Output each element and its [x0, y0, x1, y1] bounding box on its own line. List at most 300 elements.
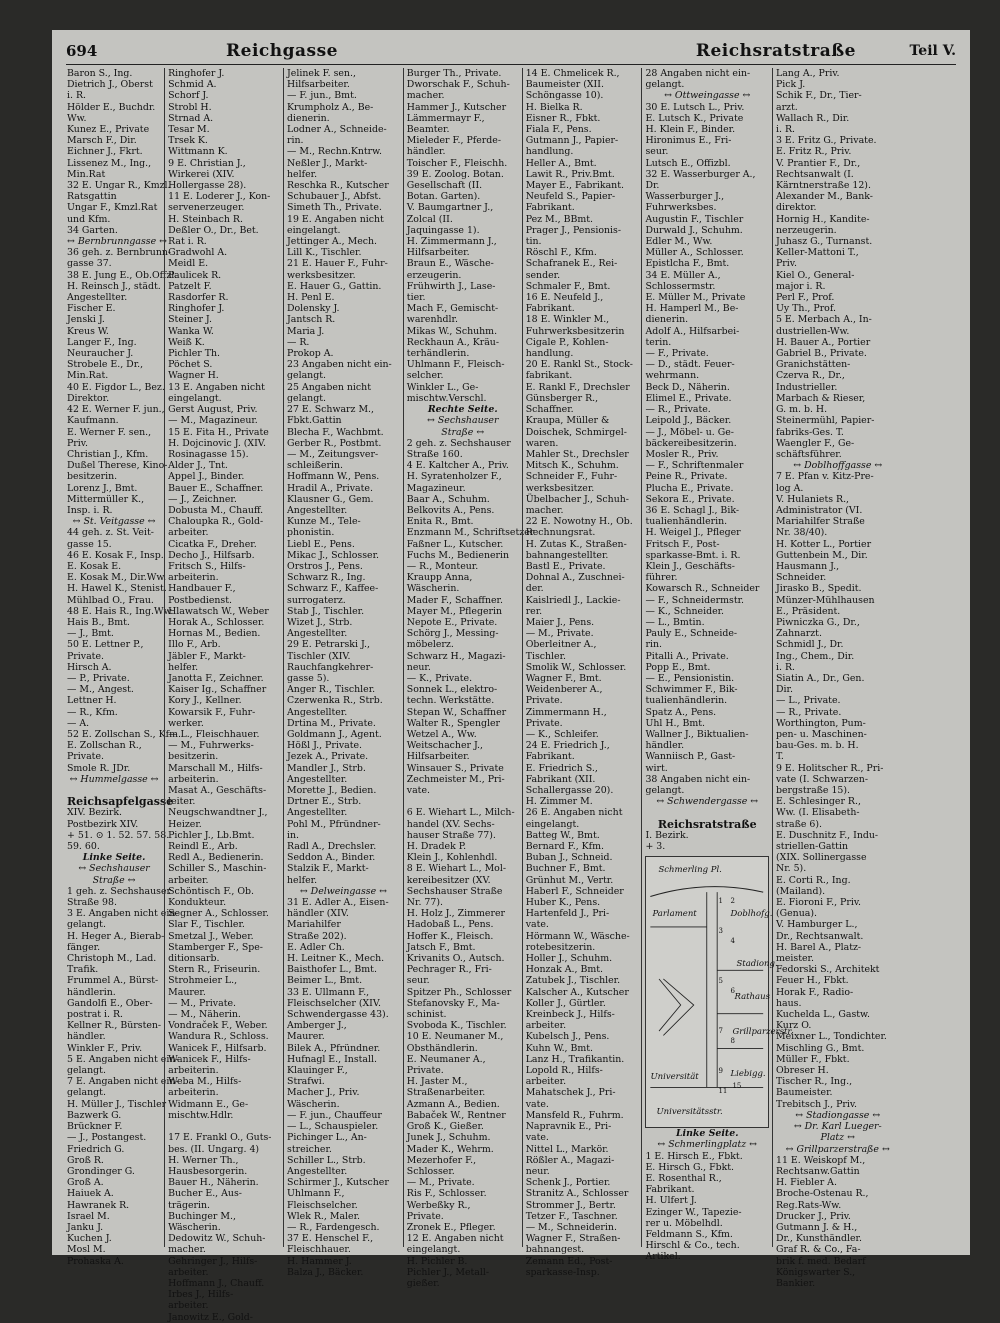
directory-entry: schleißerin. [287, 460, 343, 472]
directory-entry: — M., Zeitungsver- [287, 448, 379, 460]
directory-entry: gelangt. [287, 370, 326, 382]
directory-entry: händler. [67, 1031, 106, 1043]
directory-entry: Weidenberer A., [525, 684, 603, 696]
map-house-number: 3 [718, 927, 723, 936]
map-house-number: 15 [732, 1082, 742, 1091]
directory-entry: Haberl F., Schneider [525, 885, 624, 897]
directory-entry: arbeiterin. [168, 1065, 219, 1077]
directory-entry: Priv. [775, 258, 797, 270]
directory-entry: Straße 202). [287, 930, 347, 942]
directory-entry: bergstraße 15). [775, 785, 851, 796]
directory-entry: vate. [525, 919, 549, 931]
directory-entry: H. Penl E. [287, 292, 335, 304]
directory-entry: Mahatschek J., Pri- [525, 1087, 616, 1099]
directory-entry: rin. [287, 135, 304, 147]
directory-entry: Linke Seite. [82, 852, 146, 864]
directory-entry: rin. [645, 639, 662, 651]
directory-entry: E. Friedrich S., [525, 762, 598, 774]
directory-entry: werker. [168, 717, 204, 729]
directory-entry: Kiel O., General- [775, 269, 855, 281]
directory-entry: mischtw.Verschl. [406, 392, 487, 404]
directory-entry: Kowarsch R., Schneider [645, 583, 760, 595]
cross-street-marker: ↔ Sechshauser [427, 415, 499, 427]
cross-street-marker: ↔ Dr. Karl Lueger- [793, 1121, 882, 1133]
directory-entry: eingelangt. [168, 392, 222, 404]
street-heading: Reichsapfelgasse [67, 795, 174, 809]
directory-entry: Schallergasse 20). [525, 785, 614, 796]
directory-entry: Prokop A. [287, 348, 334, 360]
directory-entry: H. Zimmer M. [525, 796, 593, 808]
directory-entry: H. Bielka R. [525, 101, 583, 113]
directory-entry: H. Steinbach R. [168, 213, 243, 225]
directory-entry: Schiller S., Maschin- [168, 863, 267, 875]
directory-entry: — R. [287, 336, 310, 348]
directory-entry: i. R. [775, 661, 795, 673]
directory-entry: Bankier. [775, 1277, 816, 1289]
directory-entry: H. Syratenholzer F., [406, 471, 502, 483]
street-heading: Reichsratstraße [657, 817, 757, 831]
directory-entry: Hörmann W., Wäsche- [525, 930, 630, 942]
directory-entry: 34 Garten. [67, 224, 118, 236]
directory-entry: Kellner R., Bürsten- [67, 1020, 162, 1032]
directory-entry: E. Schlesinger R., [775, 796, 861, 808]
directory-entry: Straße 160. [406, 448, 463, 460]
directory-entry: pen- u. Maschinen- [775, 728, 867, 740]
directory-entry: 9 E. Holitscher R., Pri- [775, 762, 884, 774]
directory-entry: Lutsch E., Offizbl. [645, 157, 731, 169]
directory-entry: händler. [645, 740, 685, 752]
directory-entry: hauser Straße 77). [406, 829, 496, 841]
directory-entry: Beamter. [406, 124, 450, 136]
directory-entry: handel (XV. Sechs- [406, 818, 495, 830]
directory-entry: Orstros J., Pens. [287, 560, 363, 572]
directory-entry: major i. R. [775, 280, 826, 292]
directory-entry: Gutmann J., Papier- [525, 135, 619, 147]
directory-entry: Postbezirk XIV. [67, 818, 139, 830]
directory-entry: Bernard F., Kfm. [525, 841, 605, 853]
cross-street-marker: Platz ↔ [820, 1132, 855, 1144]
directory-entry: Stamberger F., Spe- [168, 941, 263, 953]
directory-entry: Nittel L., Markör. [525, 1143, 609, 1155]
directory-entry: Mariahilfer [287, 919, 341, 931]
directory-entry: Stab J., Tischler. [287, 605, 365, 617]
directory-entry: Czerva R., Dr., [775, 370, 845, 382]
directory-entry: H. Weigel J., Pfleger [645, 527, 741, 539]
directory-entry: Kraupp Anna, [406, 572, 473, 584]
directory-entry: E. Kosak E. [67, 560, 122, 572]
directory-entry: postrat i. R. [67, 1009, 124, 1021]
directory-entry: Strobl H. [168, 101, 212, 113]
directory-entry: Winkler F., Priv. [67, 1042, 143, 1054]
cross-street-marker: ↔ Hummelgasse ↔ [69, 773, 159, 785]
directory-entry: Simeth Th., Private. [287, 202, 382, 214]
directory-entry: dienerin. [287, 112, 330, 124]
directory-entry: H. Bauer A., Portier [775, 336, 871, 348]
directory-entry: Frummel A., Bürst- [67, 975, 159, 987]
directory-entry: Fritsch F., Post- [645, 538, 720, 550]
directory-entry: Schwimmer F., Bik- [645, 684, 738, 696]
directory-entry: arzt. [775, 101, 798, 113]
directory-entry: Zahnarzt. [775, 628, 822, 640]
directory-entry: Hadobaß L., Pens. [406, 919, 494, 931]
directory-entry: bes. (II. Ungarg. 4) [168, 1143, 260, 1155]
directory-entry: Schafranek E., Rei- [525, 258, 618, 270]
directory-entry: rer. [525, 605, 543, 617]
directory-entry: Segner A., Schlosser. [168, 908, 269, 920]
directory-entry: händler. [406, 146, 446, 158]
directory-entry: nerzeugerin. [775, 224, 837, 236]
directory-entry: Mader K., Wehrm. [406, 1143, 494, 1155]
directory-entry: Frühwirth J., Lase- [406, 280, 496, 292]
directory-entry: Schorf J. [168, 90, 209, 102]
directory-entry: 42 E. Werner F. jun., [67, 404, 165, 416]
directory-entry: Prohaska A. [67, 1255, 124, 1267]
directory-entry: gelangt. [67, 919, 106, 931]
directory-entry: Hoffmann W., Pens. [287, 471, 380, 483]
directory-entry: 52 E. Zollschan S., Kfm. [67, 728, 181, 740]
directory-entry: — F. jun., Bmt. [287, 90, 357, 102]
directory-entry: Schneider F., Fuhr- [525, 471, 618, 483]
directory-entry: Gerst August, Priv. [168, 404, 258, 416]
directory-entry: Gradwohl A. [168, 247, 228, 259]
directory-entry: Feuer H., Fbkt. [775, 975, 849, 987]
directory-entry: — M., Näherin. [168, 1009, 241, 1021]
directory-entry: E. Corti R., Ing. [775, 874, 851, 886]
directory-entry: V. Prantier F., Dr., [775, 157, 861, 169]
directory-entry: waren. [525, 437, 559, 449]
directory-entry: vate. [525, 1132, 549, 1144]
directory-entry: werksbesitzer. [287, 269, 356, 281]
directory-entry: Maurer. [168, 986, 206, 998]
directory-entry: 38 E. Jung E., Ob.Offzl. [67, 269, 178, 281]
directory-entry: Mischling G., Bmt. [775, 1042, 865, 1054]
directory-entry: Jantsch R. [287, 314, 336, 326]
directory-entry: Meidl E. [168, 258, 209, 270]
directory-entry: H. Heger A., Bierab- [67, 930, 165, 942]
directory-entry: striellen-Gattin [775, 841, 848, 853]
directory-entry: vate. [525, 1098, 549, 1110]
directory-entry: Hölder E., Buchdr. [67, 101, 156, 113]
cross-street-marker: Straße ↔ [92, 874, 136, 886]
directory-entry: Blecha F., Wachbmt. [287, 426, 384, 438]
directory-entry: bahnangestellter. [525, 549, 609, 561]
directory-entry: Smolik W., Schlosser. [525, 661, 627, 673]
directory-entry: Hoffer K., Fleisch. [406, 930, 494, 942]
directory-entry: direktor. [775, 202, 817, 214]
directory-entry: kereibesitzer (XV. [406, 874, 491, 886]
directory-entry: Priv. [67, 437, 88, 449]
directory-entry: — J., Zeichner. [168, 493, 237, 505]
directory-entry: Gandolfi E., Ober- [67, 997, 153, 1009]
directory-entry: Dr. [645, 180, 660, 192]
directory-entry: Buchner F., Bmt. [525, 863, 606, 875]
directory-entry: Strnad A. [168, 112, 214, 124]
directory-entry: 28 Angaben nicht ein- [645, 68, 751, 79]
directory-entry: Hlawatsch W., Weber [168, 605, 269, 617]
directory-entry: Schwarz R., Ing. [287, 572, 366, 584]
directory-entry: Hoffmann J., Chauff. [168, 1277, 265, 1289]
directory-entry: Mosler R., Priv. [645, 448, 719, 460]
directory-entry: Angestellter. [287, 807, 348, 819]
directory-entry: Dworschak F., Schuh- [406, 79, 510, 91]
directory-entry: — M., Private. [525, 628, 594, 640]
directory-entry: Buban J., Schneid. [525, 852, 613, 864]
directory-entry: Gabriel B., Private. [775, 348, 867, 360]
directory-entry: Irbes J., Hilfs- [168, 1289, 234, 1301]
directory-entry: Schlossermstr. [645, 280, 716, 292]
directory-entry: Kreus W. [67, 325, 109, 337]
map-house-number: 6 [730, 987, 735, 996]
directory-entry: Schwarz H., Magazi- [406, 650, 506, 662]
directory-entry: erzeugerin. [406, 269, 462, 281]
directory-entry: 46 E. Kosak F., Insp. [67, 549, 164, 561]
directory-entry: Private. [525, 717, 563, 729]
directory-entry: 39 E. Zoolog. Botan. [406, 168, 504, 180]
directory-entry: Fuhrwerksbes. [645, 202, 717, 214]
directory-entry: Keller-Mattoni T., [775, 247, 859, 259]
directory-entry: Direktor. [67, 392, 110, 404]
directory-entry: Jirasko B., Spedit. [775, 583, 862, 595]
directory-entry: 21 E. Hauer F., Fuhr- [287, 258, 388, 270]
directory-entry: V. Hamburger L., [775, 919, 858, 931]
directory-entry: arbeiter. [525, 1020, 567, 1032]
directory-entry: Granichstätten- [775, 359, 851, 371]
directory-entry: Pez M., BBmt. [525, 213, 593, 225]
directory-entry: macher. [525, 504, 564, 516]
directory-entry: — M., Private. [406, 1177, 475, 1189]
directory-entry: Heller A., Bmt. [525, 157, 597, 169]
directory-entry: Zronek E., Pfleger. [406, 1221, 496, 1233]
directory-entry: Klauinger F., [287, 1065, 348, 1077]
directory-entry: Magazineur. [406, 482, 466, 494]
directory-entry: Werbeßky R., [406, 1199, 471, 1211]
directory-entry: 33 E. Ullmann F., [287, 986, 370, 998]
directory-entry: E. Lutsch K., Private [645, 112, 744, 124]
directory-entry: Linke Seite. [675, 1128, 739, 1140]
directory-entry: Neuraucher J. [67, 348, 134, 360]
directory-entry: Kowarsik F., Fuhr- [168, 706, 256, 718]
directory-entry: terin. [645, 336, 672, 348]
page-header [66, 38, 956, 65]
directory-entry: Stefanovsky F., Ma- [406, 997, 500, 1009]
directory-entry: Kaufmann. [67, 415, 119, 427]
map-house-number: 7 [718, 1027, 723, 1036]
directory-entry: H. Klein F., Binder. [645, 124, 736, 136]
directory-entry: H. Pichler B. [406, 1255, 468, 1267]
directory-entry: surrogaterz. [287, 594, 346, 606]
directory-entry: 16 E. Neufeld J., [525, 292, 604, 304]
directory-entry: Uhl H., Bmt. [645, 717, 706, 729]
cross-street-marker: ↔ Grillparzerstraße ↔ [785, 1143, 890, 1155]
directory-entry: Dir. [775, 684, 793, 696]
directory-entry: H. Zimmermann J., [406, 236, 497, 248]
directory-entry: Baron S., Ing. [67, 68, 133, 79]
directory-entry: Grünhut M., Vertr. [525, 874, 614, 886]
directory-entry: Haiuek A. [67, 1188, 114, 1200]
directory-entry: 19 E. Angaben nicht [287, 213, 384, 225]
directory-entry: — M., Rechn.Kntrw. [287, 146, 383, 158]
directory-entry: händlerin. [67, 986, 116, 998]
directory-entry: Uhlmann F., [287, 1188, 345, 1200]
directory-entry: 25 Angaben nicht [287, 381, 371, 393]
directory-entry: Maier J., Pens. [525, 616, 595, 628]
directory-entry: Paulicek R. [168, 269, 222, 281]
directory-entry: 30 E. Lutsch L., Priv. [645, 101, 745, 113]
directory-entry: Holler J., Schuhm. [525, 953, 613, 965]
directory-entry: Christian J., Kfm. [67, 448, 149, 460]
directory-entry: Fabrikant (XII. [525, 773, 596, 785]
directory-entry: 11 E. Weiskopf M., [775, 1154, 866, 1166]
directory-entry: Wanicek F., Hilfsarb. [168, 1042, 267, 1054]
directory-entry: Mahler St., Drechsler [525, 448, 629, 460]
directory-entry: Kuhn W., Bmt. [525, 1042, 594, 1054]
directory-entry: Pechrager R., Fri- [406, 964, 492, 976]
directory-entry: H. Leitner K., Mech. [287, 953, 385, 965]
directory-entry: Lämmermayr F., [406, 112, 485, 124]
directory-entry: Hößl J., Private. [287, 740, 363, 752]
directory-entry: 3 E. Angaben nicht ein- [67, 908, 179, 920]
directory-entry: 22 E. Nowotny H., Ob. [525, 516, 633, 528]
directory-entry: Hilfsarbeiter. [406, 247, 470, 259]
directory-entry: — F. jun., Chauffeur [287, 1109, 382, 1121]
directory-entry: Redl A., Bedienerin. [168, 852, 264, 864]
directory-entry: E. Fritz R., Priv. [775, 146, 852, 158]
directory-entry: Winkler L., Ge- [406, 381, 479, 393]
directory-entry: wehrmann. [645, 370, 700, 382]
directory-entry: Wäscherin. [287, 1098, 340, 1110]
directory-entry: Spitzer Ph., Schlosser [406, 986, 512, 998]
directory-entry: E. Fioroni F., Priv. [775, 897, 862, 909]
map-house-number: 1 [718, 897, 723, 906]
directory-entry: H. Hawel K., Stenist. [67, 583, 167, 595]
directory-entry: Strobele E., Dr., [67, 359, 144, 371]
directory-entry: arbeiter. [168, 527, 209, 539]
directory-entry: Weiß K. [168, 336, 205, 348]
directory-entry: Schneider. [775, 572, 827, 584]
directory-entry: Müller A., Schlosser. [645, 247, 744, 259]
directory-entry [407, 796, 519, 807]
directory-entry: Deßler O., Dr., Bet. [168, 224, 259, 236]
directory-entry: Strafwi. [287, 1076, 325, 1088]
directory-entry: Artikel. [645, 1251, 681, 1263]
directory-entry: Pitalli A., Private. [645, 650, 729, 662]
directory-entry: 9 E. Christian J., [168, 157, 246, 169]
directory-entry: Balza J., Bäcker. [287, 1266, 364, 1278]
directory-entry: Schöngasse 10). [525, 90, 604, 102]
directory-entry: rer u. Möbelhdl. [645, 1217, 723, 1229]
directory-entry: Edler M., Ww. [645, 236, 713, 248]
directory-entry: Tetzer F., Taschner. [525, 1210, 618, 1222]
directory-entry: Jäbler F., Markt- [168, 650, 246, 662]
directory-entry: Sekora E., Private. [645, 493, 735, 505]
directory-entry: Min.Rat. [67, 370, 109, 382]
directory-entry: vate (I. Schwarzen- [775, 773, 868, 785]
directory-entry: Pichinger L., An- [287, 1132, 367, 1144]
directory-entry: besitzerin. [67, 471, 118, 483]
cross-street-marker: ↔ Schwendergasse ↔ [656, 796, 759, 808]
directory-entry: 17 E. Frankl O., Guts- [168, 1132, 272, 1144]
directory-entry: Mandler J., Strb. [287, 762, 366, 774]
directory-entry: E., Präsident. [775, 605, 841, 617]
directory-entry: Hradil A., Private. [287, 482, 373, 494]
directory-entry: Pick J. [775, 79, 806, 91]
directory-entry: techn. Werkstätte. [406, 695, 495, 707]
directory-entry: Peine R., Private. [645, 471, 728, 483]
directory-entry: — M., Magazineur. [168, 415, 258, 427]
directory-entry: 5 E. Angaben nicht ein- [67, 1053, 179, 1065]
directory-entry: Schörg J., Messing- [406, 628, 499, 640]
directory-entry: 23 Angaben nicht ein- [287, 359, 392, 371]
directory-entry: gelangt. [645, 785, 685, 796]
directory-entry: 1 E. Hirsch E., Fbkt. [645, 1150, 743, 1162]
directory-entry: Kuchen J. [67, 1233, 112, 1245]
directory-entry: Fuhrwerksbesitzerin [525, 325, 625, 337]
directory-entry: streicher. [287, 1143, 332, 1155]
directory-entry: Münzer-Mühlhausen [775, 594, 875, 606]
directory-entry: Drucker J., Priv. [775, 1210, 851, 1222]
directory-entry: Juhasz G., Turnanst. [775, 236, 873, 248]
directory-entry: Röschl F., Kfm. [525, 247, 597, 259]
directory-entry: Ratsgattin [67, 191, 117, 203]
directory-entry: Liebl E., Pens. [287, 538, 355, 550]
directory-entry: Zimmermann H., [525, 706, 607, 718]
column-1 [64, 68, 181, 1267]
directory-entry: E. Müller M., Private [645, 292, 746, 304]
directory-entry: Klein J., Kohlenhdl. [406, 852, 498, 864]
directory-entry: Hartenfeld J., Pri- [525, 908, 610, 920]
directory-entry: Mitsch K., Schuhm. [525, 460, 619, 472]
directory-entry: — R., Monteur. [406, 560, 479, 572]
directory-entry: Rat i. R. [168, 236, 207, 248]
directory-entry: Kunze M., Tele- [287, 516, 361, 528]
directory-entry: H. Dradek P. [406, 841, 467, 853]
directory-entry: H. Jaster M., [406, 1076, 468, 1088]
directory-entry: Gutmann J. & H., [775, 1221, 858, 1233]
directory-entry: Günsberger R., [525, 392, 599, 404]
directory-entry: (XIX. Sollinergasse [775, 852, 867, 864]
directory-entry: Hufnagl E., Install. [287, 1053, 377, 1065]
directory-entry: Hausbesorgerin. [168, 1165, 248, 1177]
directory-entry: tier. [406, 292, 426, 304]
directory-entry: — R., Private. [775, 706, 842, 718]
directory-entry: Mach F., Gemischt- [406, 303, 499, 315]
directory-entry: H. Werner Th., [168, 1154, 239, 1166]
directory-entry: — J., Bmt. [67, 628, 114, 640]
directory-entry: Pichler Th. [168, 348, 220, 360]
directory-entry: Fischer E. [67, 303, 116, 315]
directory-entry: 26 E. Angaben nicht [525, 807, 623, 819]
directory-entry: Schwarz F., Kaffee- [287, 583, 379, 595]
directory-entry: Schubauer J., Abfst. [287, 191, 382, 203]
directory-entry: Nepote E., Private. [406, 616, 498, 628]
directory-entry: 37 E. Henschel F., [287, 1233, 374, 1245]
directory-entry: Pohl M., Pfründner- [287, 818, 381, 830]
directory-entry: Beck D., Näherin. [645, 381, 730, 393]
directory-entry: H. Fiebler A. [775, 1177, 837, 1189]
right-running-title: Reichsratstraße [695, 41, 856, 61]
directory-entry: Private. [406, 1210, 444, 1222]
directory-entry: Rechtsanwalt (I. [775, 168, 854, 180]
directory-entry: Toischer F., Fleischh. [406, 157, 508, 169]
directory-entry: straße 6). [775, 818, 823, 830]
directory-entry: fabrikant. [525, 370, 573, 382]
directory-entry: Marsch F., Dir. [67, 135, 137, 147]
directory-entry: 1 geh. z. Sechshauser [67, 885, 171, 897]
directory-entry: Marbach & Rieser, [775, 392, 866, 404]
directory-entry: Lanz H., Trafikantin. [525, 1053, 625, 1065]
directory-entry: Tischer R., Ing., [775, 1076, 853, 1088]
directory-entry: Reindl E., Arb. [168, 841, 238, 853]
